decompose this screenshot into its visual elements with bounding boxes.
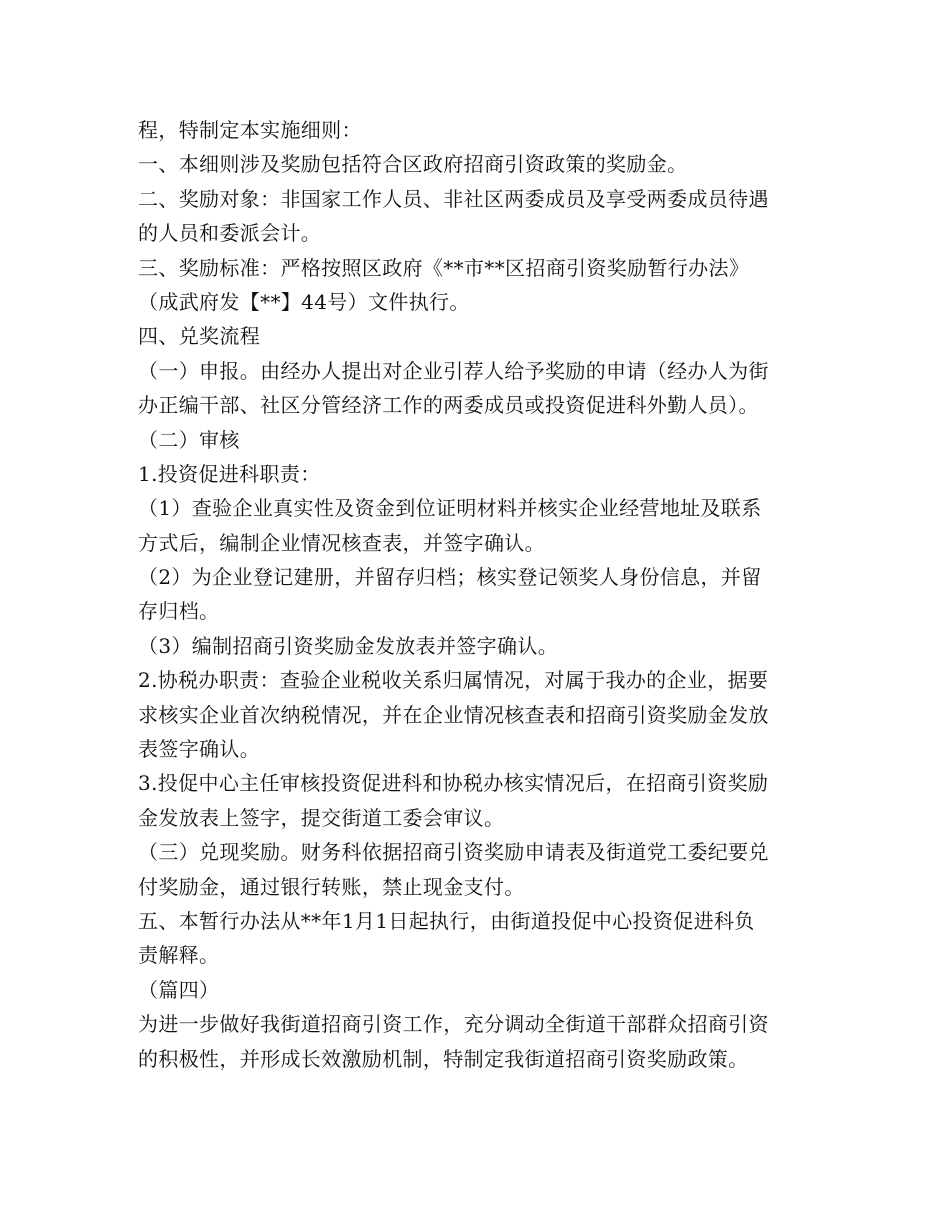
section-heading: （篇四） [138,977,220,1002]
document-body [138,113,814,1076]
text-line: 付奖励金，通过银行转账，禁止现金支付。 [138,874,525,899]
text-line: 一、本细则涉及奖励包括符合区政府招商引资政策的奖励金。 [138,152,688,177]
text-line: 1.投资促进科职责： [138,461,321,486]
text-line: 办正编干部、社区分管经济工作的两委成员或投资促进科外勤人员）。 [138,393,759,418]
text-line: （成武府发【**】44号）文件执行。 [138,289,470,314]
text-line: 三、奖励标准：严格按照区政府《**市**区招商引资奖励暂行办法》 [138,255,750,280]
section-heading: 四、兑奖流程 [138,324,261,349]
text-line: 求核实企业首次纳税情况，并在企业情况核查表和招商引资奖励金发放 [138,702,769,727]
text-line: 方式后，编制企业情况核查表，并签字确认。 [138,530,545,555]
text-line: （2）为企业登记建册，并留存归档；核实登记领奖人身份信息，并留 [138,565,762,590]
text-line: 的积极性，并形成长效激励机制，特制定我街道招商引资奖励政策。 [138,1046,749,1071]
text-line: （三）兑现奖励。财务科依据招商引资奖励申请表及街道党工委纪要兑 [138,840,769,865]
text-line: 存归档。 [138,599,220,624]
text-line: 3.投促中心主任审核投资促进科和协税办核实情况后，在招商引资奖励 [138,771,769,796]
text-line: 五、本暂行办法从**年1月1日起执行，由街道投促中心投资促进科负 [138,908,755,933]
text-line: （3）编制招商引资奖励金发放表并签字确认。 [138,633,559,658]
text-line: 金发放表上签字，提交街道工委会审议。 [138,805,505,830]
text-line: （一）申报。由经办人提出对企业引荐人给予奖励的申请（经办人为街 [138,358,769,383]
text-line: 的人员和委派会计。 [138,221,322,246]
text-line: 责解释。 [138,943,220,968]
text-line: 为进一步做好我街道招商引资工作，充分调动全街道干部群众招商引资 [138,1012,769,1037]
text-line: 表签字确认。 [138,737,261,762]
text-line: 2.协税办职责：查验企业税收关系归属情况，对属于我办的企业，据要 [138,668,769,693]
text-line: （1）查验企业真实性及资金到位证明材料并核实企业经营地址及联系 [138,496,762,521]
text-line: 二、奖励对象：非国家工作人员、非社区两委成员及享受两委成员待遇 [138,186,769,211]
subsection-heading: （二）审核 [138,427,240,452]
text-line: 程，特制定本实施细则： [138,118,362,142]
